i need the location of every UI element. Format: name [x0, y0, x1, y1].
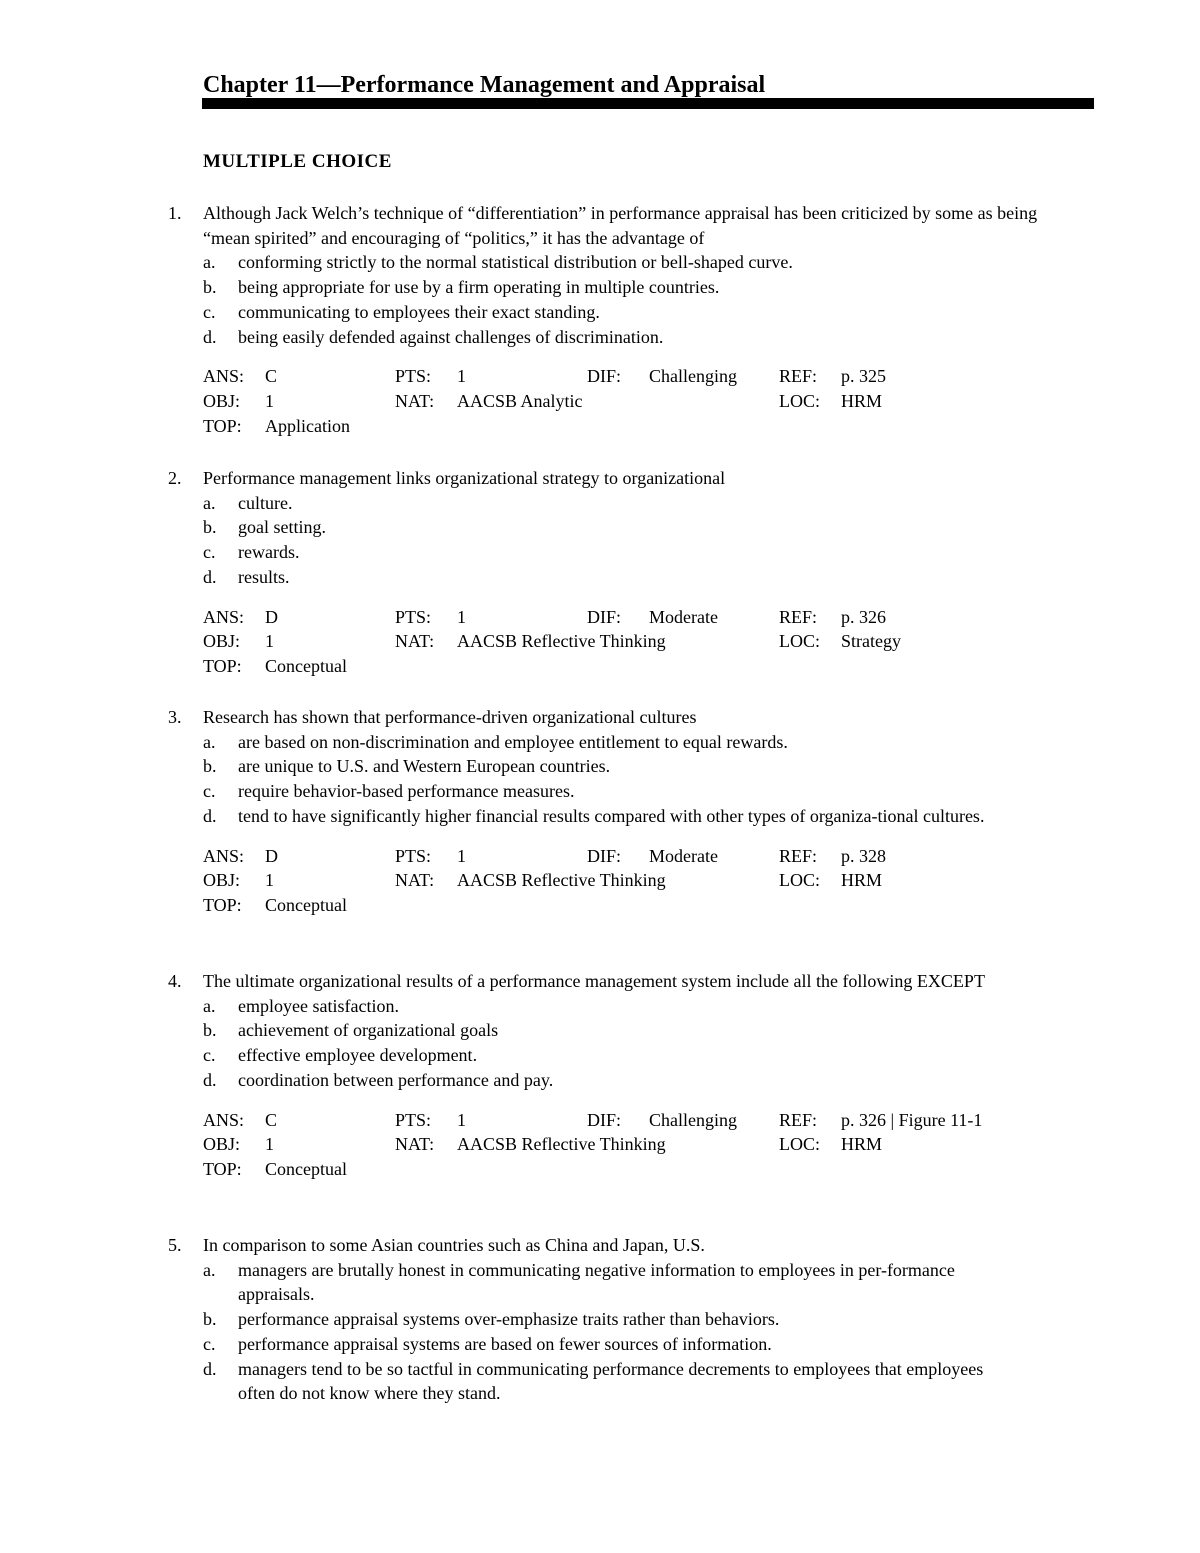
option-letter: d.	[203, 566, 217, 587]
option-text: culture.	[238, 492, 293, 513]
answer-metadata	[203, 364, 1083, 438]
answer-option	[203, 540, 1200, 565]
pts-value: 1	[457, 606, 466, 627]
answer-option	[203, 1357, 1200, 1406]
obj-label: OBJ:	[203, 631, 241, 652]
nat-value: AACSB Reflective Thinking	[457, 1134, 666, 1155]
option-letter: d.	[203, 1358, 217, 1379]
loc-label: LOC:	[779, 390, 821, 411]
question-1	[0, 201, 1200, 438]
nat-value: AACSB Reflective Thinking	[457, 870, 666, 891]
option-text: tend to have significantly higher financial results compared with other types of organiza-tional cultures.	[238, 805, 985, 826]
loc-label: LOC:	[779, 870, 821, 891]
top-value: Application	[265, 415, 350, 436]
answer-metadata	[203, 844, 1083, 918]
option-letter: b.	[203, 1309, 217, 1330]
option-letter: a.	[203, 492, 216, 513]
ref-label: REF:	[779, 845, 818, 866]
ref-value: p. 326 | Figure 11-1	[841, 1109, 983, 1130]
option-text: being appropriate for use by a firm operating in multiple countries.	[238, 277, 720, 298]
answer-option	[203, 300, 1200, 325]
answer-option	[203, 565, 1200, 590]
answer-option	[203, 994, 1200, 1019]
pts-label: PTS:	[395, 845, 432, 866]
question-5	[0, 1233, 1200, 1406]
obj-label: OBJ:	[203, 1134, 241, 1155]
option-letter: d.	[203, 326, 217, 347]
obj-value: 1	[265, 631, 274, 652]
nat-label: NAT:	[395, 870, 435, 891]
question-number: 2.	[168, 468, 182, 488]
answer-option	[203, 1018, 1200, 1043]
obj-label: OBJ:	[203, 870, 241, 891]
dif-value: Challenging	[649, 1109, 737, 1130]
ref-value: p. 328	[841, 845, 886, 866]
question-stem: Although Jack Welch’s technique of “differentiation” in performance appraisal has been criticized by some as being “mean spirited” and encouraging of “politics,” it has the advantage of	[203, 203, 1038, 248]
option-letter: c.	[203, 542, 216, 563]
option-letter: a.	[203, 252, 216, 273]
answer-options	[203, 250, 1200, 349]
answer-option	[203, 1258, 1200, 1307]
answer-option	[203, 779, 1200, 804]
answer-option	[203, 1332, 1200, 1357]
option-letter: c.	[203, 1045, 216, 1066]
ref-value: p. 326	[841, 606, 886, 627]
answer-metadata	[203, 605, 1083, 679]
ans-value: C	[265, 366, 278, 387]
pts-value: 1	[457, 1109, 466, 1130]
ans-value: D	[265, 606, 278, 627]
option-text: conforming strictly to the normal statistical distribution or bell-shaped curve.	[238, 252, 793, 273]
answer-options	[203, 994, 1200, 1093]
option-letter: a.	[203, 731, 216, 752]
ans-value: C	[265, 1109, 278, 1130]
option-letter: b.	[203, 756, 217, 777]
pts-value: 1	[457, 845, 466, 866]
question-stem: Performance management links organizational strategy to organizational	[203, 468, 726, 488]
question-stem: The ultimate organizational results of a performance management system include all the following EXCEPT	[203, 971, 985, 991]
answer-option	[203, 325, 1200, 350]
answer-option	[203, 515, 1200, 540]
answer-option	[203, 250, 1200, 275]
answer-option	[203, 804, 1200, 829]
option-text: are based on non-discrimination and employee entitlement to equal rewards.	[238, 731, 788, 752]
ref-label: REF:	[779, 1109, 818, 1130]
loc-label: LOC:	[779, 1134, 821, 1155]
question-stem: In comparison to some Asian countries such as China and Japan, U.S.	[203, 1235, 705, 1255]
top-value: Conceptual	[265, 655, 347, 676]
option-text: are unique to U.S. and Western European countries.	[238, 756, 611, 777]
pts-label: PTS:	[395, 606, 432, 627]
obj-value: 1	[265, 870, 274, 891]
option-text: effective employee development.	[238, 1045, 478, 1066]
dif-value: Challenging	[649, 366, 737, 387]
obj-value: 1	[265, 390, 274, 411]
ref-label: REF:	[779, 366, 818, 387]
question-2	[0, 466, 1200, 679]
option-text: performance appraisal systems over-emphasize traits rather than behaviors.	[238, 1309, 780, 1330]
dif-value: Moderate	[649, 606, 718, 627]
ans-value: D	[265, 845, 278, 866]
option-text: goal setting.	[238, 517, 326, 538]
option-text: results.	[238, 566, 290, 587]
nat-value: AACSB Analytic	[457, 390, 583, 411]
nat-label: NAT:	[395, 390, 435, 411]
pts-value: 1	[457, 366, 466, 387]
obj-label: OBJ:	[203, 390, 241, 411]
option-text: coordination between performance and pay.	[238, 1069, 554, 1090]
ref-label: REF:	[779, 606, 818, 627]
option-letter: b.	[203, 517, 217, 538]
top-label: TOP:	[203, 894, 242, 915]
dif-label: DIF:	[587, 366, 622, 387]
pts-label: PTS:	[395, 366, 432, 387]
option-letter: c.	[203, 1333, 216, 1354]
answer-options	[203, 491, 1200, 590]
section-heading: MULTIPLE CHOICE	[203, 151, 392, 172]
answer-metadata	[203, 1108, 1083, 1182]
ans-label: ANS:	[203, 1109, 245, 1130]
nat-value: AACSB Reflective Thinking	[457, 631, 666, 652]
question-number: 3.	[168, 707, 182, 727]
option-text: managers tend to be so tactful in communicating performance decrements to employees that employees often do not know where they stand.	[238, 1358, 984, 1404]
dif-value: Moderate	[649, 845, 718, 866]
question-number: 1.	[168, 203, 182, 223]
question-3	[0, 705, 1200, 918]
option-text: achievement of organizational goals	[238, 1020, 499, 1041]
nat-label: NAT:	[395, 1134, 435, 1155]
answer-option	[203, 1307, 1200, 1332]
ans-label: ANS:	[203, 366, 245, 387]
question-4	[0, 969, 1200, 1182]
dif-label: DIF:	[587, 1109, 622, 1130]
answer-option	[203, 730, 1200, 755]
option-text: managers are brutally honest in communicating negative information to employees in per-formance appraisals.	[238, 1259, 955, 1305]
answer-option	[203, 1043, 1200, 1068]
option-letter: d.	[203, 1069, 217, 1090]
chapter-title: Chapter 11—Performance Management and Appraisal	[203, 72, 766, 98]
answer-option	[203, 491, 1200, 516]
option-letter: b.	[203, 277, 217, 298]
loc-label: LOC:	[779, 631, 821, 652]
ref-value: p. 325	[841, 366, 886, 387]
top-label: TOP:	[203, 655, 242, 676]
loc-value: Strategy	[841, 631, 901, 652]
answer-options	[203, 1258, 1200, 1406]
answer-option	[203, 754, 1200, 779]
nat-label: NAT:	[395, 631, 435, 652]
question-number: 5.	[168, 1235, 182, 1255]
option-letter: c.	[203, 781, 216, 802]
answer-option	[203, 1068, 1200, 1093]
option-letter: a.	[203, 995, 216, 1016]
top-value: Conceptual	[265, 894, 347, 915]
loc-value: HRM	[841, 870, 883, 891]
pts-label: PTS:	[395, 1109, 432, 1130]
option-letter: c.	[203, 301, 216, 322]
title-rule	[202, 98, 1094, 109]
option-text: being easily defended against challenges of discrimination.	[238, 326, 664, 347]
dif-label: DIF:	[587, 606, 622, 627]
option-letter: b.	[203, 1020, 217, 1041]
option-text: performance appraisal systems are based on fewer sources of information.	[238, 1333, 772, 1354]
top-label: TOP:	[203, 1158, 242, 1179]
answer-option	[203, 275, 1200, 300]
option-letter: d.	[203, 805, 217, 826]
ans-label: ANS:	[203, 845, 245, 866]
obj-value: 1	[265, 1134, 274, 1155]
option-letter: a.	[203, 1259, 216, 1280]
ans-label: ANS:	[203, 606, 245, 627]
question-stem: Research has shown that performance-driven organizational cultures	[203, 707, 697, 727]
loc-value: HRM	[841, 1134, 883, 1155]
option-text: employee satisfaction.	[238, 995, 399, 1016]
loc-value: HRM	[841, 390, 883, 411]
question-number: 4.	[168, 971, 182, 991]
top-value: Conceptual	[265, 1158, 347, 1179]
option-text: rewards.	[238, 542, 300, 563]
answer-options	[203, 730, 1200, 829]
option-text: communicating to employees their exact standing.	[238, 301, 600, 322]
dif-label: DIF:	[587, 845, 622, 866]
option-text: require behavior-based performance measures.	[238, 781, 575, 802]
top-label: TOP:	[203, 415, 242, 436]
